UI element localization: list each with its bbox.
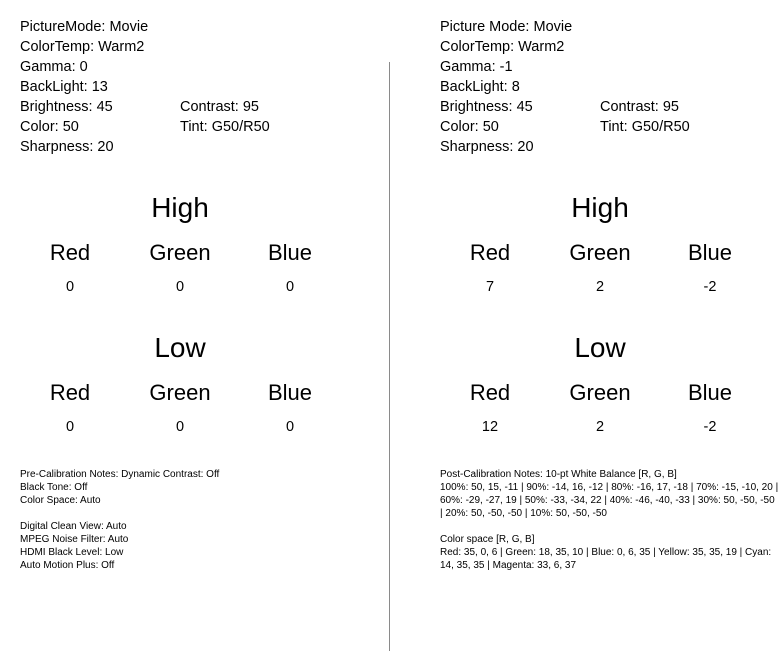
notes-line: MPEG Noise Filter: Auto xyxy=(20,534,129,545)
low-red-label: Red xyxy=(469,380,511,405)
color: Color: 50 xyxy=(440,119,499,135)
contrast: Contrast: 95 xyxy=(180,99,259,115)
white-balance-title: Post-Calibration Notes: 10-pt White Balance [R, G, B] xyxy=(440,469,677,480)
high-green-label: Green xyxy=(569,240,631,265)
low-green-label: Green xyxy=(149,380,211,405)
brightness-contrast-row xyxy=(440,97,679,117)
high-blue-value: -2 xyxy=(703,279,717,295)
color: Color: 50 xyxy=(20,119,79,135)
low-heading: Low xyxy=(574,332,626,363)
high-blue-value: 0 xyxy=(285,279,295,295)
pre-calibration-column xyxy=(20,0,390,651)
low-heading: Low xyxy=(154,332,206,363)
post-calibration-notes xyxy=(440,468,778,572)
backlight: BackLight: 8 xyxy=(440,79,520,95)
high-red-value: 7 xyxy=(485,279,495,295)
picture-mode: PictureMode: Movie xyxy=(20,19,149,35)
color-space-title: Color space [R, G, B] xyxy=(440,534,535,545)
low-red-value: 0 xyxy=(65,419,75,435)
sharpness: Sharpness: 20 xyxy=(440,139,534,155)
settings-block xyxy=(440,17,690,157)
low-red-label: Red xyxy=(49,380,91,405)
notes-line: Black Tone: Off xyxy=(20,482,88,493)
brightness: Brightness: 45 xyxy=(440,99,533,115)
color-space-values: Red: 35, 0, 6 | Green: 18, 35, 10 | Blue: 0, 6, 35 | Yellow: 35, 35, 19 | Cyan: 14, 35, 35 | Magenta: 33, 6, 37 xyxy=(440,547,772,571)
notes-line: HDMI Black Level: Low xyxy=(20,547,124,558)
color-tint-row xyxy=(440,117,690,137)
color-temp: ColorTemp: Warm2 xyxy=(440,39,565,55)
high-red-value: 0 xyxy=(65,279,75,295)
notes-line: Auto Motion Plus: Off xyxy=(20,560,115,571)
tint: Tint: G50/R50 xyxy=(180,119,270,135)
color-tint-row xyxy=(20,117,270,137)
high-green-label: Green xyxy=(149,240,211,265)
high-blue-label: Blue xyxy=(267,240,313,265)
picture-mode: Picture Mode: Movie xyxy=(440,19,573,35)
low-blue-label: Blue xyxy=(687,380,733,405)
notes-line: Color Space: Auto xyxy=(20,495,101,506)
post-calibration-column xyxy=(440,0,778,651)
low-green-value: 2 xyxy=(595,419,605,435)
gamma: Gamma: 0 xyxy=(20,59,88,75)
pre-calibration-notes xyxy=(20,468,219,572)
low-blue-label: Blue xyxy=(267,380,313,405)
high-heading: High xyxy=(571,192,629,223)
high-heading: High xyxy=(151,192,209,223)
backlight: BackLight: 13 xyxy=(20,79,108,95)
contrast: Contrast: 95 xyxy=(600,99,679,115)
brightness-contrast-row xyxy=(20,97,259,117)
notes-line: Pre-Calibration Notes: Dynamic Contrast: Off xyxy=(20,469,220,480)
low-blue-value: -2 xyxy=(703,419,717,435)
brightness: Brightness: 45 xyxy=(20,99,113,115)
high-red-label: Red xyxy=(469,240,511,265)
notes-line: Digital Clean View: Auto xyxy=(20,521,127,532)
sharpness: Sharpness: 20 xyxy=(20,139,114,155)
white-balance-values: 100%: 50, 15, -11 | 90%: -14, 16, -12 | 80%: -16, 17, -18 | 70%: -15, -10, 20 | 60%: -29, -27, 19 | 50%: -33, -34, 22 | 40%: -46, -40, -33 | 30%: 50, -50, -50 | 20%: 50, -50, -50 | 10%: 50, -50, -50 xyxy=(440,482,778,519)
gamma: Gamma: -1 xyxy=(440,59,513,75)
high-red-label: Red xyxy=(49,240,91,265)
low-blue-value: 0 xyxy=(285,419,295,435)
tint: Tint: G50/R50 xyxy=(600,119,690,135)
color-temp: ColorTemp: Warm2 xyxy=(20,39,145,55)
high-blue-label: Blue xyxy=(687,240,733,265)
settings-block xyxy=(20,17,270,157)
low-green-value: 0 xyxy=(175,419,185,435)
low-green-label: Green xyxy=(569,380,631,405)
low-red-value: 12 xyxy=(481,419,499,435)
high-green-value: 0 xyxy=(175,279,185,295)
high-green-value: 2 xyxy=(595,279,605,295)
